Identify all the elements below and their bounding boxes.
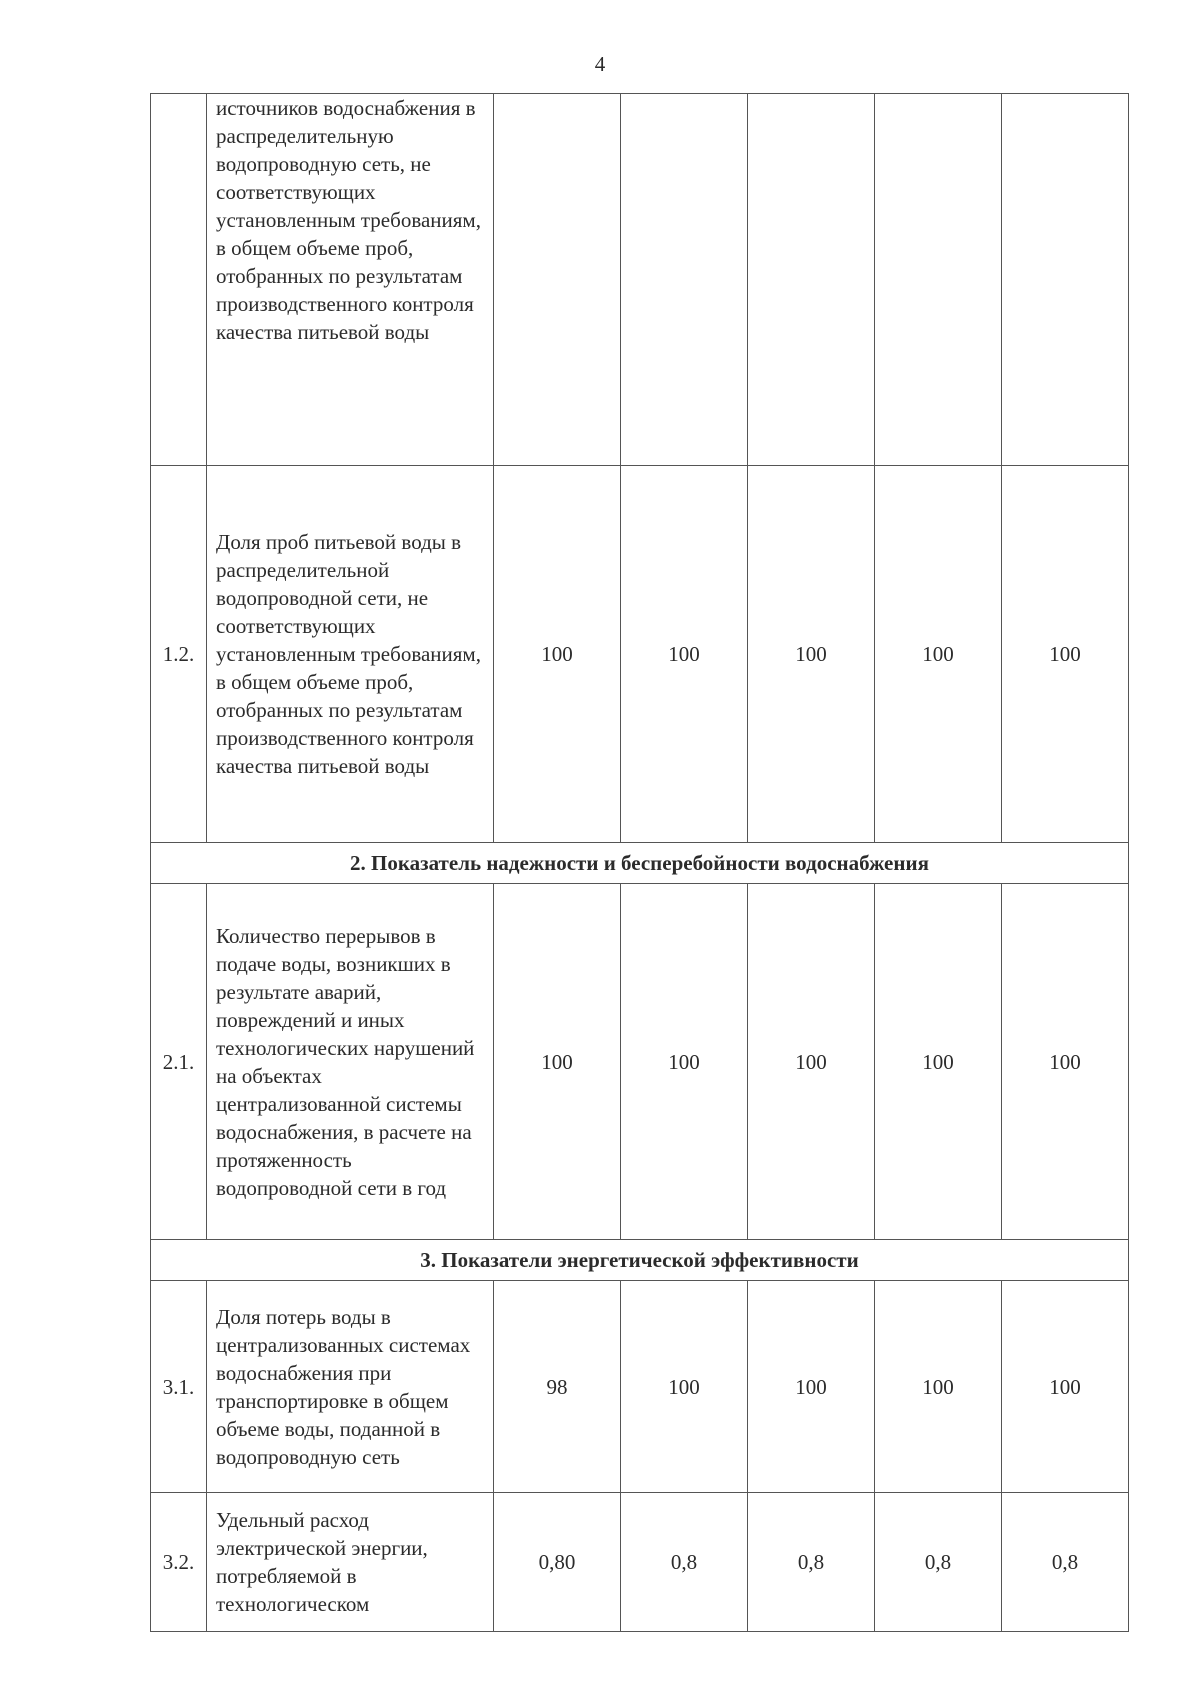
value-cell: 100: [748, 466, 875, 843]
table-row: [151, 466, 1129, 843]
value-cell: 0,8: [621, 1493, 748, 1632]
section-title: 3. Показатели энергетической эффективности: [151, 1240, 1129, 1281]
value-cell: 100: [1002, 1281, 1129, 1493]
indicator-name: Количество перерывов в подаче воды, возникших в результате аварий, повреждений и иных технологических нарушений на объектах централизованной системы водоснабжения, в расчете на протяженность водопроводной сети в год: [207, 884, 494, 1240]
value-cell: 100: [875, 1281, 1002, 1493]
value-cell: 100: [621, 884, 748, 1240]
value-cell: [621, 94, 748, 466]
value-cell: [1002, 94, 1129, 466]
indicators-table: [150, 93, 1129, 1632]
section-header-row: [151, 843, 1129, 884]
row-number: 3.2.: [151, 1493, 207, 1632]
value-cell: 100: [875, 884, 1002, 1240]
row-number: 1.2.: [151, 466, 207, 843]
table-row: [151, 884, 1129, 1240]
table-row: [151, 94, 1129, 466]
section-header-row: [151, 1240, 1129, 1281]
value-cell: 100: [1002, 884, 1129, 1240]
value-cell: 0,8: [748, 1493, 875, 1632]
value-cell: 100: [748, 884, 875, 1240]
indicator-name: источников водоснабжения в распределительную водопроводную сеть, не соответствующих установленным требованиям, в общем объеме проб, отобранных по результатам производственного контроля качества питьевой воды: [207, 94, 494, 466]
indicator-name: Удельный расход электрической энергии, потребляемой в технологическом: [207, 1493, 494, 1632]
section-title: 2. Показатель надежности и бесперебойности водоснабжения: [151, 843, 1129, 884]
row-number: 3.1.: [151, 1281, 207, 1493]
value-cell: 100: [748, 1281, 875, 1493]
indicator-name: Доля потерь воды в централизованных системах водоснабжения при транспортировке в общем объеме воды, поданной в водопроводную сеть: [207, 1281, 494, 1493]
row-number: [151, 94, 207, 466]
page-number: 4: [594, 52, 606, 76]
table-row: [151, 1281, 1129, 1493]
value-cell: 0,8: [875, 1493, 1002, 1632]
value-cell: [875, 94, 1002, 466]
value-cell: [494, 94, 621, 466]
value-cell: 100: [494, 466, 621, 843]
row-number: 2.1.: [151, 884, 207, 1240]
value-cell: 100: [875, 466, 1002, 843]
value-cell: 0,8: [1002, 1493, 1129, 1632]
table-row: [151, 1493, 1129, 1632]
value-cell: [748, 94, 875, 466]
value-cell: 100: [1002, 466, 1129, 843]
value-cell: 0,80: [494, 1493, 621, 1632]
indicator-name: Доля проб питьевой воды в распределительной водопроводной сети, не соответствующих установленным требованиям, в общем объеме проб, отобранных по результатам производственного контроля качества питьевой воды: [207, 466, 494, 843]
value-cell: 98: [494, 1281, 621, 1493]
value-cell: 100: [494, 884, 621, 1240]
value-cell: 100: [621, 466, 748, 843]
value-cell: 100: [621, 1281, 748, 1493]
